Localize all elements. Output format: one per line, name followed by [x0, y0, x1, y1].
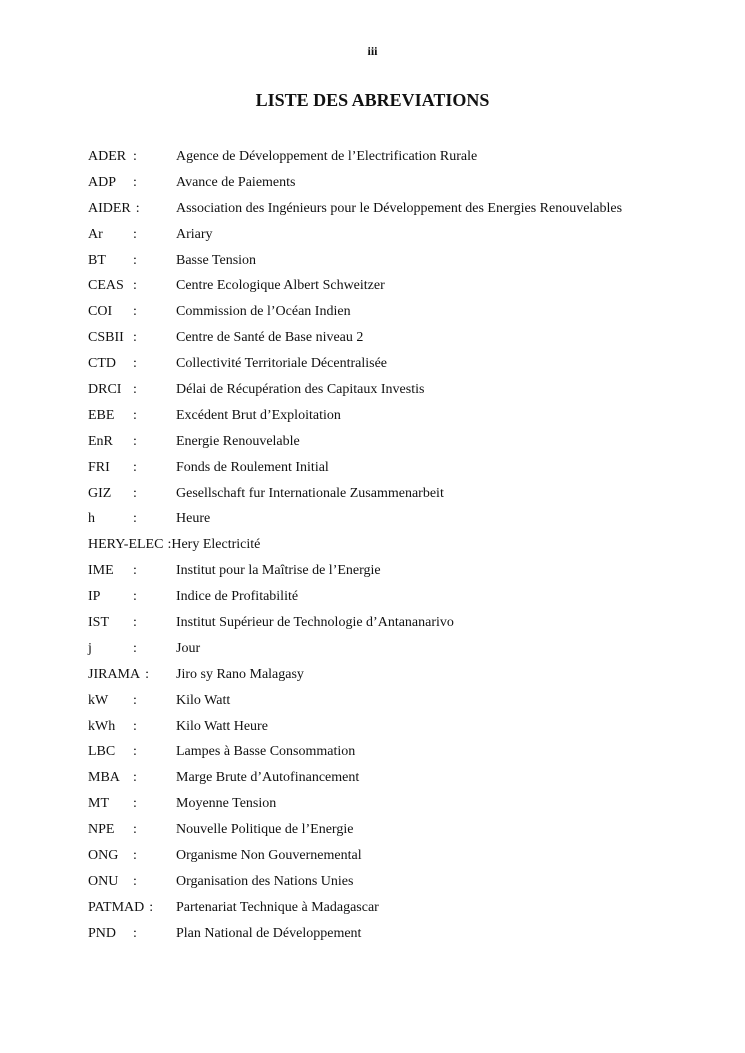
- separator: :: [133, 692, 137, 708]
- separator: :: [133, 770, 137, 786]
- separator: :: [133, 278, 137, 294]
- abbreviation-entry: [88, 226, 260, 252]
- definition: Kilo Watt: [176, 692, 231, 708]
- separator: :: [133, 511, 137, 527]
- abbreviation-entry: [88, 692, 260, 718]
- abbreviation-entry: [88, 925, 362, 951]
- separator: :: [133, 744, 137, 760]
- separator: :: [133, 226, 137, 242]
- separator: :: [167, 537, 172, 553]
- definition: Agence de Développement de l’Electrification Rurale: [176, 149, 478, 164]
- abbreviation: EnR: [88, 433, 113, 449]
- abbreviation: Ar: [88, 226, 103, 242]
- abbreviation: CSBII: [88, 330, 124, 346]
- separator: :: [133, 873, 137, 889]
- definition: Centre de Santé de Base niveau 2: [176, 330, 364, 346]
- definition: Plan National de Développement: [176, 925, 362, 941]
- abbreviation: CTD: [88, 356, 116, 372]
- definition: Lampes à Basse Consommation: [176, 744, 356, 760]
- abbreviation: CEAS: [88, 278, 124, 294]
- separator: :: [133, 459, 137, 475]
- abbreviation: PND: [88, 925, 117, 941]
- abbreviation-entry: [88, 459, 329, 485]
- abbreviation: ONU: [88, 873, 119, 889]
- abbreviation: DRCI: [88, 382, 122, 398]
- separator: :: [133, 304, 137, 320]
- separator: :: [133, 407, 137, 423]
- abbreviation: IST: [88, 615, 109, 631]
- separator: :: [133, 589, 137, 605]
- abbreviation-entry: [88, 148, 478, 174]
- definition: Organisation des Nations Unies: [176, 873, 354, 889]
- abbreviation-entry: [88, 433, 300, 459]
- abbreviation: ADER: [88, 149, 127, 164]
- definition: Hery Electricité: [171, 537, 261, 553]
- abbreviation: h: [88, 511, 95, 527]
- abbreviation: kW: [88, 692, 109, 708]
- separator: :: [135, 200, 140, 216]
- abbreviation: j: [88, 640, 92, 656]
- abbreviation: FRI: [88, 459, 110, 475]
- abbreviation: JIRAMA: [88, 666, 141, 682]
- abbreviation: GIZ: [88, 485, 112, 501]
- abbreviation-entry: [88, 510, 260, 536]
- abbreviation-entry: [88, 277, 385, 303]
- definition: Excédent Brut d’Exploitation: [176, 407, 341, 423]
- abbreviation: MBA: [88, 770, 120, 786]
- abbreviation: ONG: [88, 848, 119, 864]
- definition: Gesellschaft fur Internationale Zusammenarbeit: [176, 485, 444, 501]
- separator: :: [133, 149, 137, 164]
- abbreviation-entry: [88, 536, 260, 562]
- separator: :: [133, 356, 137, 372]
- definition: Energie Renouvelable: [176, 433, 300, 449]
- definition: Nouvelle Politique de l’Energie: [176, 822, 354, 838]
- abbreviation: EBE: [88, 407, 115, 423]
- definition: Institut pour la Maîtrise de l’Energie: [176, 563, 381, 579]
- abbreviation: COI: [88, 304, 113, 320]
- separator: :: [133, 848, 137, 864]
- abbreviation: AIDER: [88, 200, 131, 216]
- abbreviation-entry: [88, 329, 364, 355]
- abbreviation-entry: [88, 666, 304, 692]
- definition: Jiro sy Rano Malagasy: [176, 666, 304, 682]
- abbreviation: NPE: [88, 822, 115, 838]
- definition: Délai de Récupération des Capitaux Investis: [176, 382, 425, 398]
- page-number: iii: [367, 44, 378, 58]
- separator: :: [133, 485, 137, 501]
- abbreviation-entry: [88, 614, 454, 640]
- abbreviation-entry: [88, 200, 623, 226]
- abbreviation: IP: [88, 589, 101, 605]
- definition: Fonds de Roulement Initial: [176, 459, 329, 475]
- abbreviation-entry: [88, 847, 362, 873]
- abbreviation-entry: [88, 588, 299, 614]
- definition: Organisme Non Gouvernemental: [176, 848, 362, 864]
- separator: :: [133, 822, 137, 838]
- abbreviation: kWh: [88, 718, 116, 734]
- definition: Jour: [176, 640, 201, 656]
- separator: :: [145, 666, 150, 682]
- abbreviation-entry: [88, 252, 260, 278]
- abbreviation: PATMAD: [88, 899, 145, 915]
- abbreviation-entry: [88, 795, 277, 821]
- abbreviation-entry: [88, 769, 360, 795]
- abbreviation-entry: [88, 743, 356, 769]
- abbreviation: MT: [88, 796, 109, 812]
- separator: :: [133, 796, 137, 812]
- abbreviation-list: [88, 148, 623, 951]
- definition: Ariary: [176, 226, 213, 242]
- abbreviation-entry: [88, 718, 268, 744]
- separator: :: [133, 433, 137, 449]
- definition: Basse Tension: [176, 252, 257, 268]
- separator: :: [133, 174, 137, 190]
- abbreviation: ADP: [88, 174, 117, 190]
- abbreviation-entry: [88, 899, 379, 925]
- separator: :: [133, 563, 137, 579]
- abbreviation-entry: [88, 174, 296, 200]
- separator: :: [133, 718, 137, 734]
- abbreviation: HERY-ELEC: [88, 537, 164, 553]
- separator: :: [133, 615, 137, 631]
- separator: :: [149, 899, 154, 915]
- definition: Marge Brute d’Autofinancement: [176, 770, 360, 786]
- abbreviation: BT: [88, 252, 106, 268]
- page-title: LISTE DES ABREVIATIONS: [255, 90, 490, 110]
- abbreviation-entry: [88, 407, 341, 433]
- definition: Association des Ingénieurs pour le Développement des Energies Renouvelables: [176, 200, 623, 216]
- separator: :: [133, 925, 137, 941]
- definition: Moyenne Tension: [176, 796, 277, 812]
- abbreviation-entry: [88, 303, 351, 329]
- separator: :: [133, 330, 137, 346]
- abbreviation-entry: [88, 381, 425, 407]
- abbreviation: LBC: [88, 744, 116, 760]
- definition: Avance de Paiements: [176, 174, 296, 190]
- separator: :: [133, 640, 137, 656]
- abbreviation: IME: [88, 563, 114, 579]
- abbreviation-entry: [88, 873, 354, 899]
- abbreviation-entry: [88, 562, 381, 588]
- abbreviation-entry: [88, 821, 354, 847]
- definition: Institut Supérieur de Technologie d’Antananarivo: [176, 615, 454, 631]
- abbreviation-entry: [88, 355, 387, 381]
- definition: Kilo Watt Heure: [176, 718, 268, 734]
- abbreviation-entry: [88, 485, 444, 511]
- abbreviation-entry: [88, 640, 260, 666]
- separator: :: [133, 252, 137, 268]
- definition: Centre Ecologique Albert Schweitzer: [176, 278, 385, 294]
- definition: Partenariat Technique à Madagascar: [176, 899, 379, 915]
- definition: Commission de l’Océan Indien: [176, 304, 351, 320]
- definition: Heure: [176, 511, 211, 527]
- definition: Collectivité Territoriale Décentralisée: [176, 356, 387, 372]
- separator: :: [133, 382, 137, 398]
- definition: Indice de Profitabilité: [176, 589, 299, 605]
